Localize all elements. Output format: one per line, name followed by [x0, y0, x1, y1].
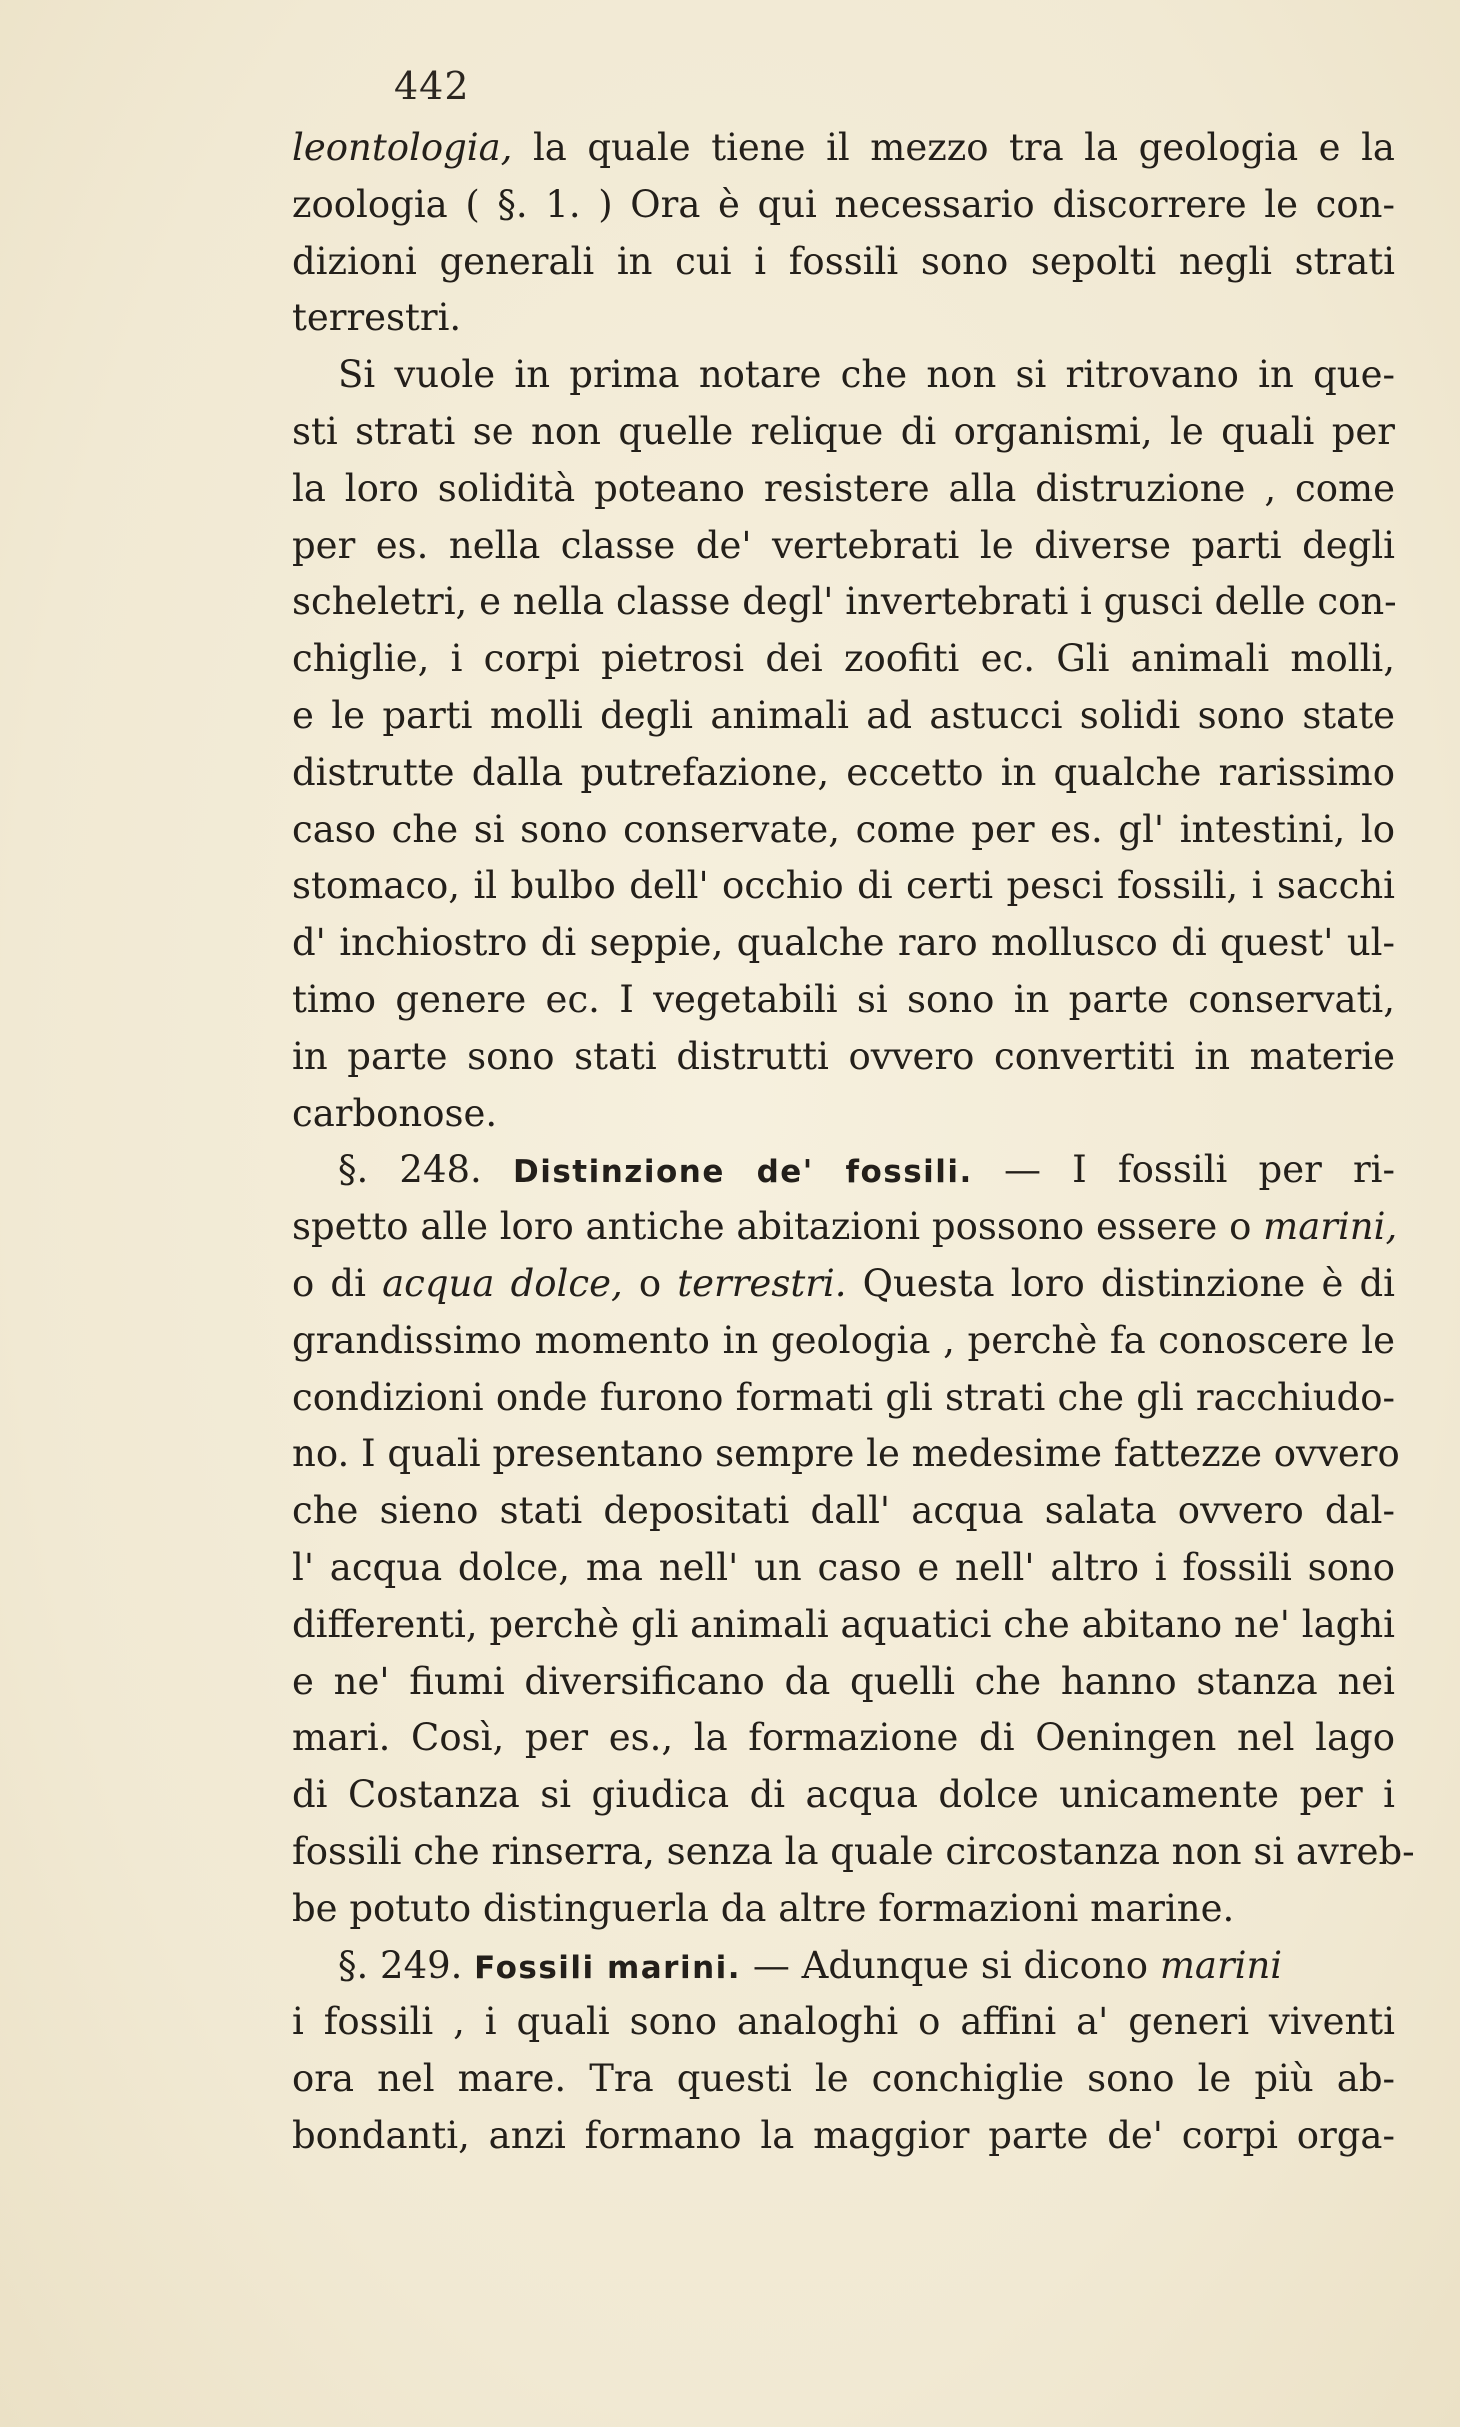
section-heading: Fossili marini.	[474, 1949, 742, 1986]
text-line: scheletri, e nella classe degl' invertebrati i gusci delle con-	[292, 580, 1397, 624]
italic-word: marini,	[1263, 1205, 1398, 1249]
text-line: grandissimo momento in geologia , perchè fa conoscere le	[292, 1318, 1395, 1362]
italic-word: acqua dolce,	[382, 1261, 623, 1305]
text-line: in parte sono stati distrutti ovvero convertiti in materie	[292, 1034, 1395, 1078]
text-line: bondanti, anzi formano la maggior parte de' corpi orga-	[292, 2113, 1395, 2157]
text-line: distrutte dalla putrefazione, eccetto in qualche rarissimo	[292, 750, 1395, 794]
italic-word: leontologia,	[292, 126, 513, 169]
text-line	[292, 1256, 1395, 1313]
text-line	[292, 1199, 1398, 1256]
text-line: e le parti molli degli animali ad astucci solidi sono state	[292, 693, 1395, 737]
text-line: carbonose.	[292, 1091, 498, 1135]
section-heading: Distinzione de' fossili.	[512, 1154, 973, 1191]
section-248-first-line	[292, 1142, 1395, 1199]
text-run: — I fossili per ri-	[972, 1148, 1395, 1192]
text-line: ora nel mare. Tra questi le conchiglie sono le più ab-	[292, 2057, 1395, 2101]
text-line: timo genere ec. I vegetabili si sono in parte conservati,	[292, 977, 1395, 1021]
text-run: — Adunque si dicono	[741, 1943, 1160, 1987]
text-line: d' inchiostro di seppie, qualche raro mollusco di quest' ul-	[292, 921, 1395, 965]
text-line: che sieno stati depositati dall' acqua salata ovvero dal-	[292, 1489, 1395, 1533]
text-run: o	[622, 1261, 678, 1305]
text-line: differenti, perchè gli animali aquatici che abitano ne' laghi	[292, 1602, 1395, 1646]
text-line: chiglie, i corpi pietrosi dei zoofiti ec. Gli animali molli,	[292, 637, 1395, 681]
page-body	[292, 120, 1415, 2165]
text-line: caso che si sono conservate, come per es. gl' intestini, lo	[292, 807, 1395, 851]
text-line: di Costanza si giudica di acqua dolce unicamente per i	[292, 1773, 1395, 1817]
section-249-first-line	[292, 1938, 1395, 1995]
text-line: stomaco, il bulbo dell' occhio di certi pesci fossili, i sacchi	[292, 864, 1395, 908]
text-line: i fossili , i quali sono analoghi o affini a' generi viventi	[292, 2000, 1395, 2044]
text-run: Questa loro distinzione è di	[846, 1261, 1395, 1305]
text-line: mari. Così, per es., la formazione di Oeningen nel lago	[292, 1716, 1395, 1760]
text-line: no. I quali presentano sempre le medesime fattezze ovvero	[292, 1432, 1400, 1476]
text-line: be potuto distinguerla da altre formazioni marine.	[292, 1886, 1235, 1930]
italic-word: marini	[1159, 1943, 1283, 1987]
text-line: e ne' fiumi diversificano da quelli che hanno stanza nei	[292, 1659, 1395, 1703]
text-line: la loro solidità poteano resistere alla distruzione , come	[292, 466, 1395, 510]
text-line: per es. nella classe de' vertebrati le diverse parti degli	[292, 523, 1395, 567]
text-line: Si vuole in prima notare che non si ritrovano in que-	[338, 353, 1395, 397]
text-line: sti strati se non quelle relique di organismi, le quali per	[292, 409, 1395, 453]
text-line: l' acqua dolce, ma nell' un caso e nell' altro i fossili sono	[292, 1545, 1395, 1589]
text-run: la quale tiene il mezzo tra la geologia e la	[512, 126, 1395, 169]
text-line: dizioni generali in cui i fossili sono sepolti negli strati	[292, 239, 1395, 283]
text-line: terrestri.	[292, 296, 462, 340]
italic-word: terrestri.	[677, 1261, 847, 1305]
section-number: §. 249.	[338, 1943, 463, 1987]
text-line: condizioni onde furono formati gli strati che gli racchiudo-	[292, 1375, 1395, 1419]
text-run: spetto alle loro antiche abitazioni possono essere o	[292, 1205, 1264, 1249]
text-line: fossili che rinserra, senza la quale circostanza non si avreb-	[292, 1829, 1415, 1873]
text-line: zoologia ( §. 1. ) Ora è qui necessario discorrere le con-	[292, 182, 1395, 226]
text-line	[292, 120, 1395, 177]
section-number: §. 248.	[338, 1148, 482, 1192]
text-run: o di	[292, 1261, 383, 1305]
page-number: 442	[394, 64, 470, 108]
